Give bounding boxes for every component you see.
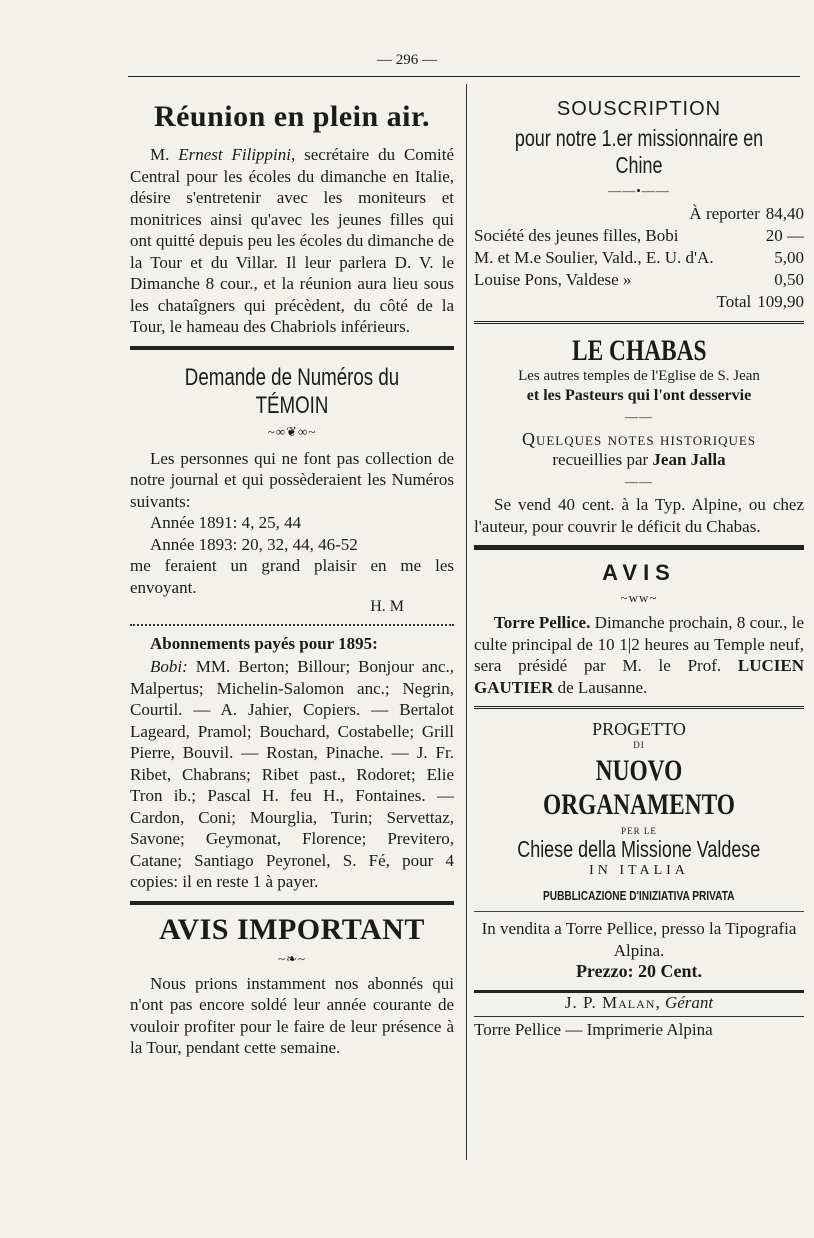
entry-label: Société des jeunes filles, Bobi [474, 226, 679, 245]
souscription-entry [474, 203, 804, 225]
chabas-line-4 [474, 450, 804, 470]
souscription-subtitle: pour notre 1.er missionnaire en Chine [514, 125, 764, 178]
progetto-pubblicazione-wrap [474, 887, 804, 905]
abonnements-article [130, 634, 454, 893]
progetto-di: DI [633, 740, 645, 750]
demande-closing: me feraient un grand plaisir en me les envoyant. [130, 556, 454, 597]
abonnements-place: Bobi: [150, 657, 188, 676]
progetto-title: PROGETTO [592, 719, 686, 739]
progetto-chiese-wrap [474, 836, 804, 863]
footer-rule [474, 1016, 804, 1017]
reunion-title: Réunion en plein air. [153, 100, 431, 133]
demande-article [130, 364, 454, 617]
gerant-name: J. P. Malan, [564, 993, 661, 1012]
souscription-title: SOUSCRIPTION [556, 98, 722, 120]
progetto-vendita: In vendita a Torre Pellice, presso la Tipografia Alpina. [481, 919, 797, 960]
souscription-entry [474, 225, 804, 247]
column-divider [466, 84, 467, 1160]
progetto-headline: NUOVO ORGANAMENTO [543, 754, 735, 821]
chabas-title-wrap [474, 334, 804, 368]
section-rule [130, 624, 454, 626]
chabas-by: recueillies par [552, 450, 649, 469]
demande-year-1893: Année 1893: 20, 32, 44, 46-52 [150, 534, 358, 554]
demande-signature: H. M [370, 598, 404, 615]
entry-value: 5,00 [774, 248, 804, 267]
ornament-icon: —— [625, 409, 653, 424]
avis-speaker: LUCIEN GAUTIER [474, 656, 805, 697]
chabas-body: Se vend 40 cent. à la Typ. Alpine, ou chez l'auteur, pour couvrir le déficit du Chabas. [474, 495, 804, 536]
reunion-body [130, 144, 454, 338]
avis-important-article [130, 913, 454, 1059]
header-rule [128, 76, 800, 77]
chabas-line-3: Quelques notes historiques [521, 429, 757, 449]
avis-place: Torre Pellice. [494, 613, 591, 632]
avis-body [474, 612, 804, 698]
page-number: — 296 — [377, 52, 437, 68]
progetto-prezzo: Prezzo: 20 Cent. [575, 961, 703, 981]
reunion-name: Ernest Filippini [178, 145, 291, 164]
avis-title: AVIS [602, 560, 676, 585]
entry-value: 84,40 [765, 204, 804, 223]
abonnements-body [130, 656, 454, 893]
total-label: Total [716, 292, 752, 311]
demande-title: Demande de Numéros du TÉMOIN [184, 363, 400, 419]
avis-title-wrap [474, 560, 804, 586]
ornament-icon: ~∞❦∞~ [267, 423, 317, 439]
reunion-article [130, 100, 454, 338]
souscription-entry [474, 247, 804, 269]
avis-important-body: Nous prions instamment nos abonnés qui n'ont pas encore soldé leur année courante de vouloir profiter pour le faire de leur présence à la Tour, pendant cette semaine. [130, 973, 454, 1057]
demande-year-1891: Année 1891: 4, 25, 44 [150, 513, 302, 532]
section-rule [474, 545, 804, 550]
reunion-text: , secrétaire du Comité Central pour les écoles du dimanche en Italie, désire s'entretenir avec les moniteurs et monitrices ainsi qu'avec les jeunes filles qui ont quitté depuis peu les écoles du dimanche de la Tour et du Villar. Il leur parlera D. V. le Dimanche 8 cour., et la réunion aura lieu sous les chataîgners qui précèdent, du côté de la Tour, le hameau des Chabriols inférieurs. [130, 145, 455, 336]
progetto-pubblicazione: PUBBLICAZIONE D'INIZIATIVA PRIVATA [543, 888, 735, 903]
demande-title-wrap [130, 364, 454, 420]
left-column [130, 92, 454, 1059]
ornament-icon: ——•—— [608, 183, 670, 198]
progetto-per-le: PER LE [621, 826, 657, 836]
ornament-icon: ~❧~ [278, 950, 306, 966]
entry-label: Louise Pons, Valdese » [474, 270, 632, 289]
total-value: 109,90 [757, 292, 804, 311]
chabas-line-1: Les autres temples de l'Eglise de S. Jean [518, 368, 760, 384]
entry-label: À reporter [689, 204, 760, 223]
footer-imprint: Torre Pellice — Imprimerie Alpina [474, 1020, 713, 1039]
entry-value: 20 — [765, 226, 804, 245]
section-rule [130, 901, 454, 905]
abonnements-title: Abonnements payés pour 1895: [150, 634, 378, 653]
avis-text-end: de Lausanne. [553, 677, 648, 697]
reunion-lead: M. [150, 145, 170, 164]
right-column [474, 92, 804, 1040]
progetto-headline-wrap [474, 754, 804, 822]
progetto-in-italia: IN ITALIA [589, 863, 689, 878]
footer-gerant [474, 993, 804, 1013]
entry-value: 0,50 [774, 270, 804, 289]
chabas-article [474, 334, 804, 537]
progetto-article [474, 719, 804, 982]
souscription-subtitle-wrap [474, 125, 804, 179]
section-rule [474, 911, 804, 912]
section-rule [130, 346, 454, 350]
avis-article [474, 560, 804, 698]
avis-text: Dimanche prochain, 8 cour., le culte principal de 10 1|2 heures au Temple neuf, sera présidé par M. le Prof. [474, 613, 804, 675]
chabas-author: Jean Jalla [652, 450, 726, 469]
ornament-icon: —— [625, 474, 653, 489]
souscription-total [474, 291, 804, 313]
ornament-icon: ~ww~ [620, 590, 658, 605]
demande-body: Les personnes qui ne font pas collection de notre journal et qui possèderaient les Numéros suivants: [130, 448, 454, 511]
chabas-title: LE CHABAS [571, 334, 707, 367]
gerant-title: Gérant [664, 993, 714, 1012]
section-rule [474, 706, 804, 711]
footer [474, 993, 804, 1040]
entry-label: M. et M.e Soulier, Vald., E. U. d'A. [474, 248, 714, 267]
souscription-article [474, 98, 804, 313]
souscription-entry [474, 269, 804, 291]
abonnements-list: MM. Berton; Billour; Bonjour anc., Malpertus; Michelin-Salomon anc.; Negrin, Courtil. — A. Jahier, Copiers. — Bertalot Lageard, Pramol; Bouchard, Costabelle; Grill Pierre, Bouvil. — Rostan, Pinache. — J. Fr. Ribet, Chabrans; Ribet past., Rodoret; Elie Tron ib.; Pascal H. feu H., Fontaines. — Cardon, Coni; Mourglia, Turin; Servettaz, Savone; Geymonat, Florence; Previtero, Catane; Santiago Peyronel, S. Fé, pour 4 copies: il en reste 1 à payer. [130, 657, 454, 891]
progetto-chiese: Chiese della Missione Valdese [517, 836, 761, 862]
avis-important-title: AVIS IMPORTANT [159, 912, 425, 946]
chabas-line-2: et les Pasteurs qui l'ont desservie [526, 387, 752, 404]
section-rule [474, 321, 804, 326]
